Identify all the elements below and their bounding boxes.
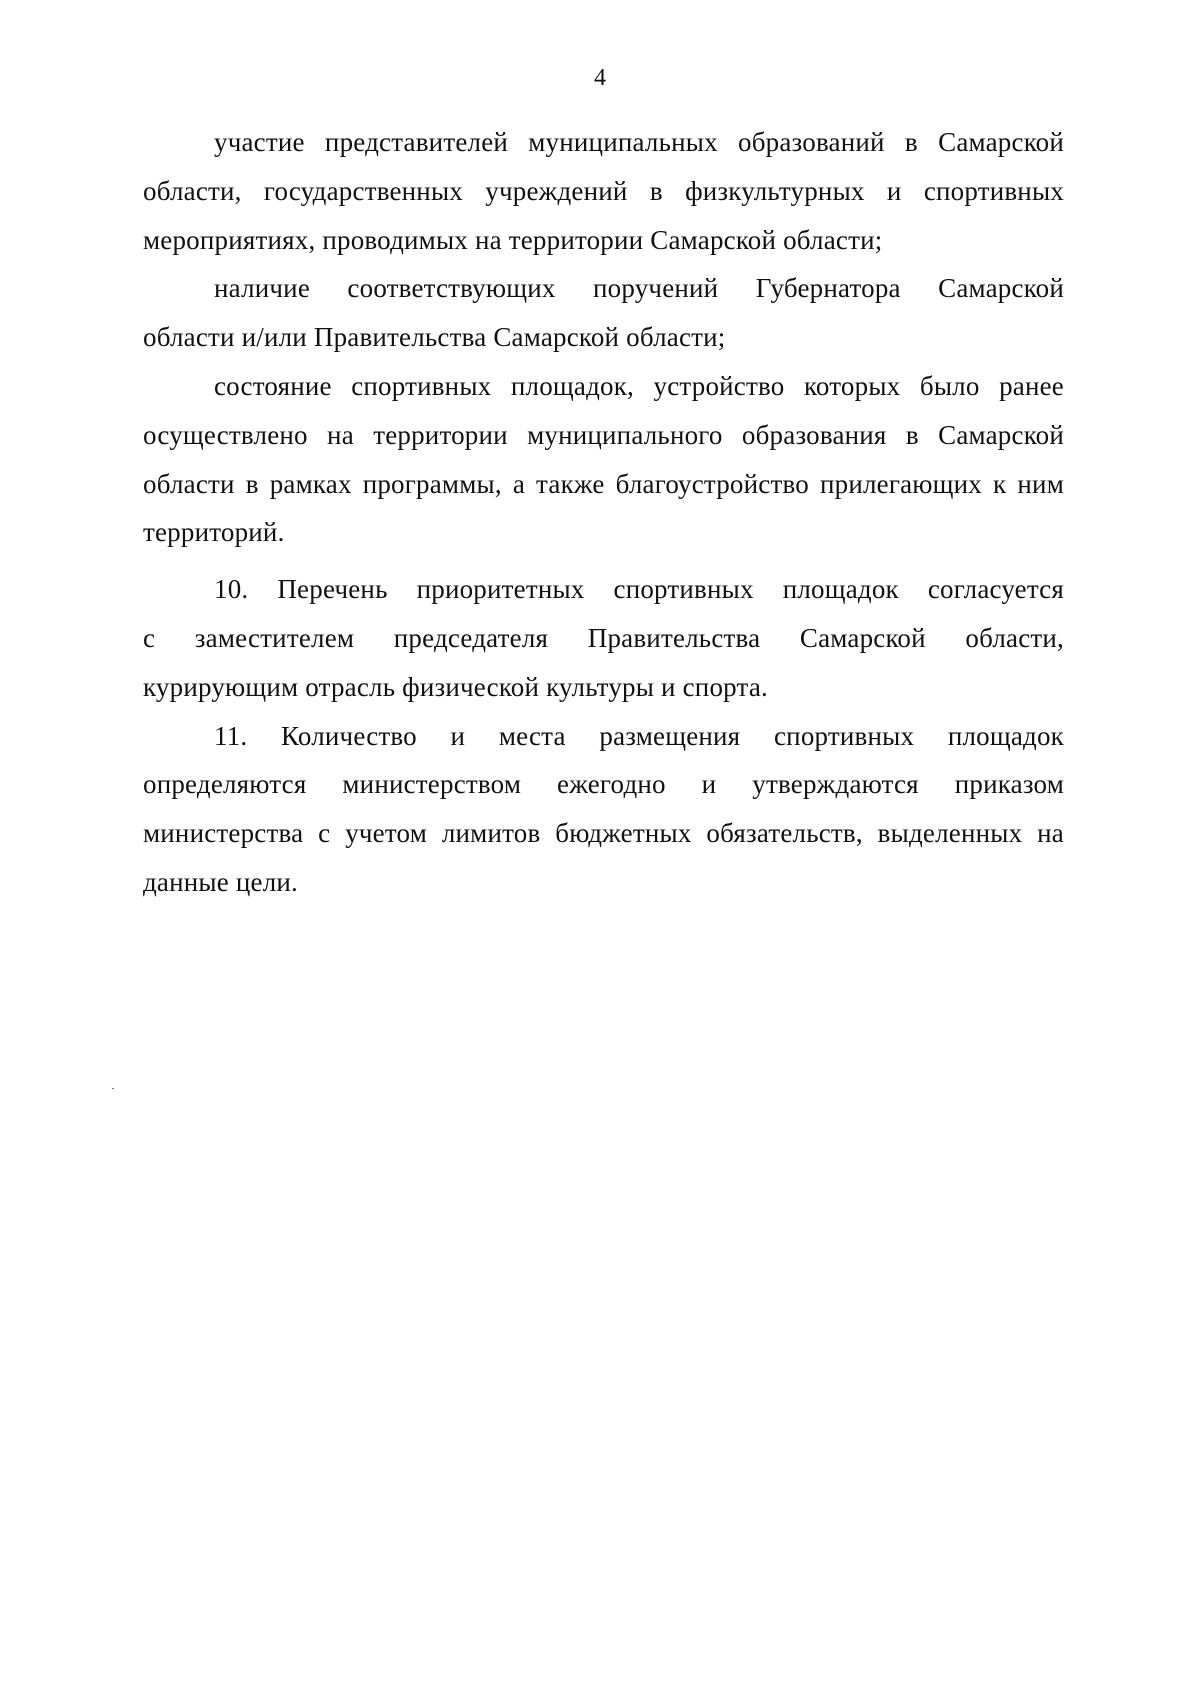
paragraph-instructions [143, 264, 1064, 362]
text-line: области в рамках программы, а также благоустройство прилегающих к ним [143, 468, 1064, 499]
text-line: наличие соответствующих поручений Губернатора Самарской [214, 273, 1064, 304]
text-line: области, государственных учреждений в физкультурных и спортивных [143, 175, 1064, 206]
text-line: осуществлено на территории муниципального образования в Самарской [143, 419, 1064, 450]
paragraph-participation [143, 118, 1064, 264]
paragraph-item-11 [143, 712, 1064, 907]
text-line: участие представителей муниципальных образований в Самарской [214, 127, 1064, 157]
text-line: министерства с учетом лимитов бюджетных обязательств, выделенных на [143, 818, 1064, 849]
paragraph-condition [143, 362, 1064, 557]
text-line: состояние спортивных площадок, устройство которых было ранее [214, 370, 1064, 401]
scan-speck [112, 1088, 114, 1089]
text-line: 10. Перечень приоритетных спортивных площадок согласуется [214, 574, 1064, 605]
text-line: курирующим отрасль физической культуры и спорта. [143, 671, 768, 702]
text-line: 11. Количество и места размещения спортивных площадок [214, 720, 1064, 751]
text-line: данные цели. [143, 866, 299, 897]
text-line: мероприятиях, проводимых на территории Самарской области; [143, 224, 883, 255]
paragraph-item-10 [143, 565, 1064, 711]
text-line: области и/или Правительства Самарской области; [143, 322, 726, 353]
text-line: определяются министерством ежегодно и утверждаются приказом [143, 769, 1064, 800]
text-line: с заместителем председателя Правительства Самарской области, [143, 622, 1064, 653]
page-number: 4 [594, 65, 606, 91]
document-body [143, 118, 1064, 907]
text-line: территорий. [143, 517, 285, 548]
paragraph-spacer [143, 557, 1064, 565]
